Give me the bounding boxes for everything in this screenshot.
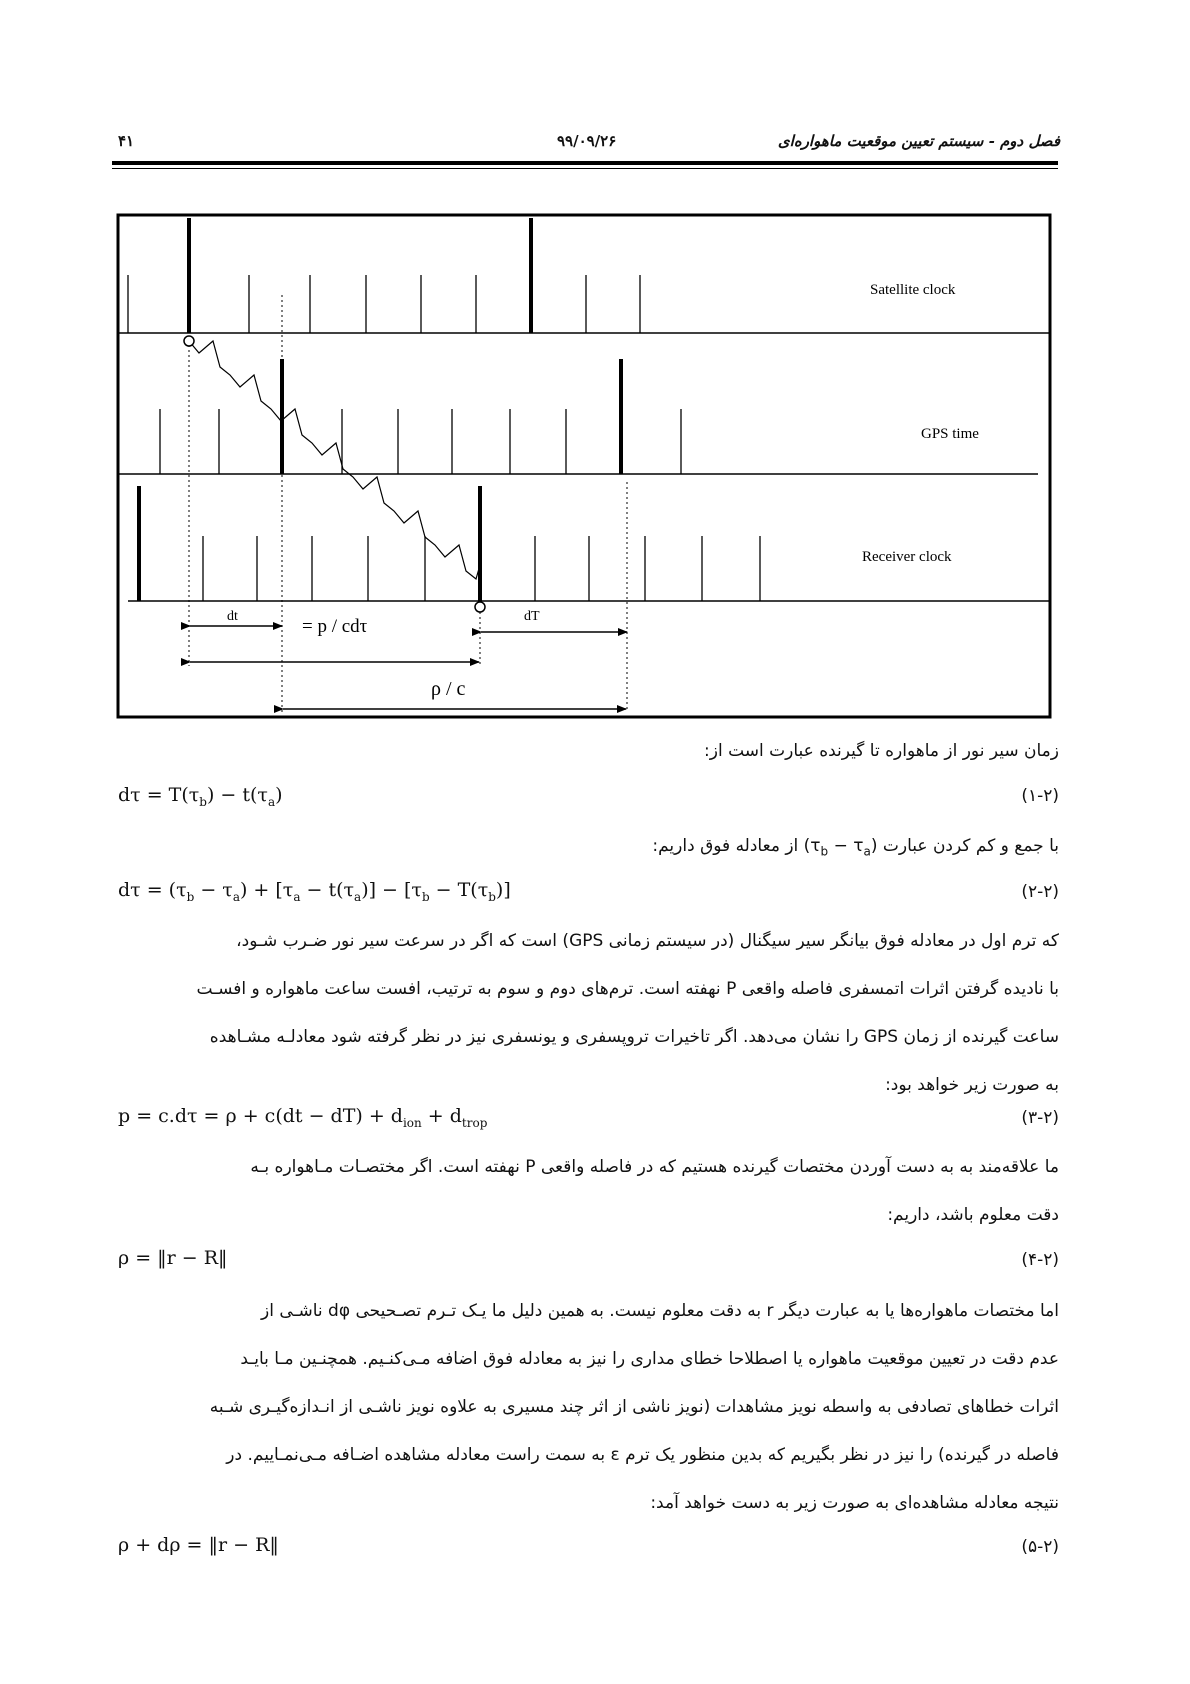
paragraph-3-line: ساعت گیرنده از زمان GPS را نشان می‌دهد. اگر تاخیرات تروپسفری و یونسفری نیز در نظر گرفته شود معادلـه مشـاهده <box>209 1027 1059 1047</box>
paragraph-5 <box>118 1287 1059 1527</box>
equation-5-number: (۵-۲) <box>1021 1537 1059 1557</box>
equation-2: $d\tau = (\tau_b - \tau_a) + [\tau_a - t(\tau_a)] - [\tau_b - T(\tau_b)]$ <box>118 879 511 904</box>
paragraph-5-line: اثرات خطاهای تصادفی به واسطه نویز مشاهدات (نویز ناشی از اثر چند مسیری به علاوه نویز ناشـی از انـدازه‌گیـری شـبه <box>209 1397 1059 1417</box>
transmit-marker <box>184 336 194 346</box>
rho-c-label: ρ / c <box>431 678 466 700</box>
paragraph-5-line: نتیجه معادله مشاهده‌ای به صورت زیر به دست خواهد آمد: <box>650 1493 1059 1513</box>
signal-path-zigzag <box>189 341 480 602</box>
p-cdtau-label: = p / cdτ <box>302 616 368 637</box>
satellite-clock-label: Satellite clock <box>870 282 956 298</box>
paragraph-3 <box>118 917 1059 1109</box>
equation-1: $d\tau = T(\tau_b) - t(\tau_a)$ <box>118 784 283 809</box>
equation-3: $p = c.d\tau = \rho + c(dt - dT) + d_{ion} + d_{trop}$ <box>118 1105 488 1130</box>
paragraph-5-line: فاصله در گیرنده) را نیز در نظر بگیریم که بدین منظور یک ترم ε به سمت راست معادله مشاهده اضـافه مـی‌نمـاییم. در <box>226 1445 1059 1465</box>
paragraph-4 <box>118 1143 1059 1239</box>
receiver-clock-label: Receiver clock <box>862 549 952 565</box>
paragraph-4-line: ما علاقه‌مند به به دست آوردن مختصات گیرنده هستیم که در فاصله واقعی P نهفته است. اگر مختصـات مـاهواره بـه <box>250 1157 1059 1177</box>
receiver-ticks <box>139 486 760 601</box>
gps-timing-diagram <box>0 0 1190 730</box>
equation-5: ρ + dρ = ‖r − R‖ <box>118 1534 279 1556</box>
header-date: ۹۹/۰۹/۲۶ <box>557 132 617 150</box>
satellite-ticks <box>128 218 640 333</box>
equation-3-number: (۳-۲) <box>1021 1108 1059 1128</box>
paragraph-1: زمان سیر نور از ماهواره تا گیرنده عبارت است از: <box>704 741 1059 761</box>
paragraph-3-line: به صورت زیر خواهد بود: <box>885 1075 1059 1095</box>
paragraph-4-line: دقت معلوم باشد، داریم: <box>887 1205 1059 1225</box>
equation-4-number: (۴-۲) <box>1021 1250 1059 1270</box>
paragraph-3-line: با نادیده گرفتن اثرات اتمسفری فاصله واقعی P نهفته است. ترم‌های دوم و سوم به ترتیب، افست ساعت ماهواره و افسـت <box>196 979 1059 999</box>
paragraph-3-line: که ترم اول در معادله فوق بیانگر سیر سیگنال (در سیستم زمانی GPS) است که اگر در سرعت سیر نور ضـرب شـود، <box>236 931 1059 951</box>
gps-ticks <box>160 359 681 474</box>
dt-label: dt <box>227 609 238 624</box>
equation-1-number: (۱-۲) <box>1021 786 1059 806</box>
dT-label: dT <box>524 609 540 624</box>
receive-marker <box>475 602 485 612</box>
equation-4: ρ = ‖r − R‖ <box>118 1247 228 1269</box>
gps-time-label: GPS time <box>921 426 979 442</box>
paragraph-2: با جمع و کم کردن عبارت $(\tau_b - \tau_a)$ از معادله فوق داریم: <box>652 836 1059 859</box>
paragraph-5-line: اما مختصات ماهواره‌ها یا به عبارت دیگر r به دقت معلوم نیست. به همین دلیل ما یـک تـرم تصـحیحی dφ ناشـی از <box>261 1301 1059 1321</box>
chapter-title: فصل دوم - سیستم تعیین موقعیت ماهواره‌ای <box>777 132 1060 150</box>
page-number: ۴۱ <box>118 132 135 150</box>
paragraph-5-line: عدم دقت در تعیین موقعیت ماهواره یا اصطلاحا خطای مداری را نیز به معادله فوق اضافه مـی‌کنـیم. همچنـین مـا بایـد <box>240 1349 1059 1369</box>
equation-2-number: (۲-۲) <box>1021 882 1059 902</box>
